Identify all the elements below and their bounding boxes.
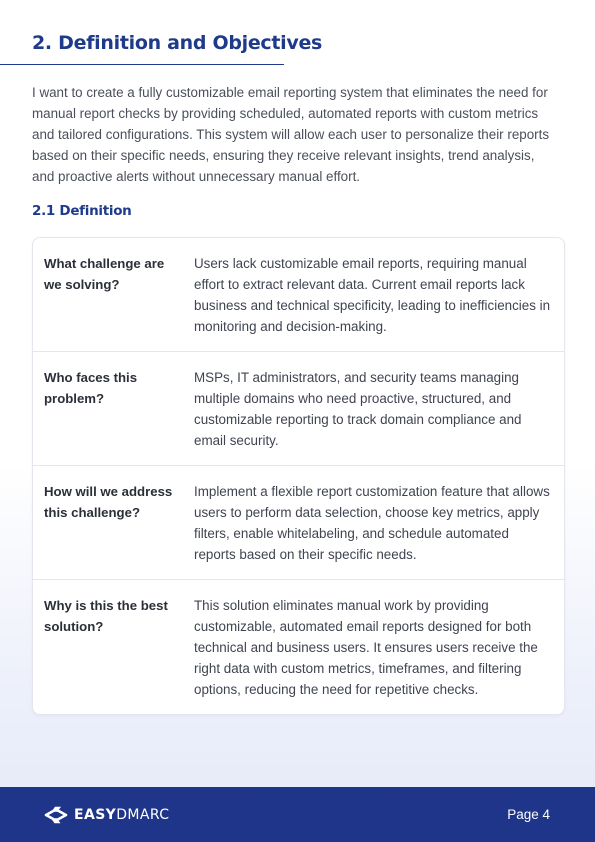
row-question: Why is this the best solution?	[44, 598, 168, 634]
subsection-heading: 2.1 Definition	[32, 203, 132, 219]
page-footer	[0, 787, 595, 842]
row-answer: This solution eliminates manual work by providing customizable, automated email reports designed for both technical and business users. It ensures users receive the right data with custom metrics, timeframes, and filtering options, reducing the need for repetitive checks.	[194, 598, 538, 697]
row-answer: Users lack customizable email reports, requiring manual effort to extract relevant data. Current email reports lack business and technical specificity, leading to inefficiencies in monitoring and decision-making.	[194, 256, 551, 334]
row-question: Who faces this problem?	[44, 370, 138, 406]
row-answer: MSPs, IT administrators, and security teams managing multiple domains who need proactive, structured, and customizable reporting to track domain compliance and email security.	[194, 370, 522, 448]
row-question: How will we address this challenge?	[44, 484, 173, 520]
logo-word-easy: EASY	[74, 807, 117, 823]
table-row	[33, 238, 564, 351]
easydmarc-chevron-icon	[44, 806, 68, 824]
row-question: What challenge are we solving?	[44, 256, 165, 292]
heading-underline	[0, 64, 284, 65]
definition-table	[32, 237, 565, 715]
table-row	[33, 465, 564, 579]
intro-paragraph: I want to create a fully customizable email reporting system that eliminates the need for manual report checks by providing scheduled, automated reports with custom metrics and tailored configurations. This system will allow each user to personalize their reports based on their specific needs, ensuring they receive relevant insights, trend analysis, and proactive alerts without unnecessary manual effort.	[32, 85, 550, 184]
page-number: Page 4	[507, 807, 550, 822]
easydmarc-logo	[44, 806, 169, 824]
section-heading: 2. Definition and Objectives	[32, 32, 323, 54]
logo-wordmark	[74, 807, 169, 823]
table-row	[33, 351, 564, 465]
logo-word-dmarc: DMARC	[116, 807, 170, 823]
table-row	[33, 579, 564, 714]
row-answer: Implement a flexible report customization feature that allows users to perform data selection, choose key metrics, apply filters, enable whitelabeling, and schedule automated reports based on their specific needs.	[194, 484, 550, 562]
